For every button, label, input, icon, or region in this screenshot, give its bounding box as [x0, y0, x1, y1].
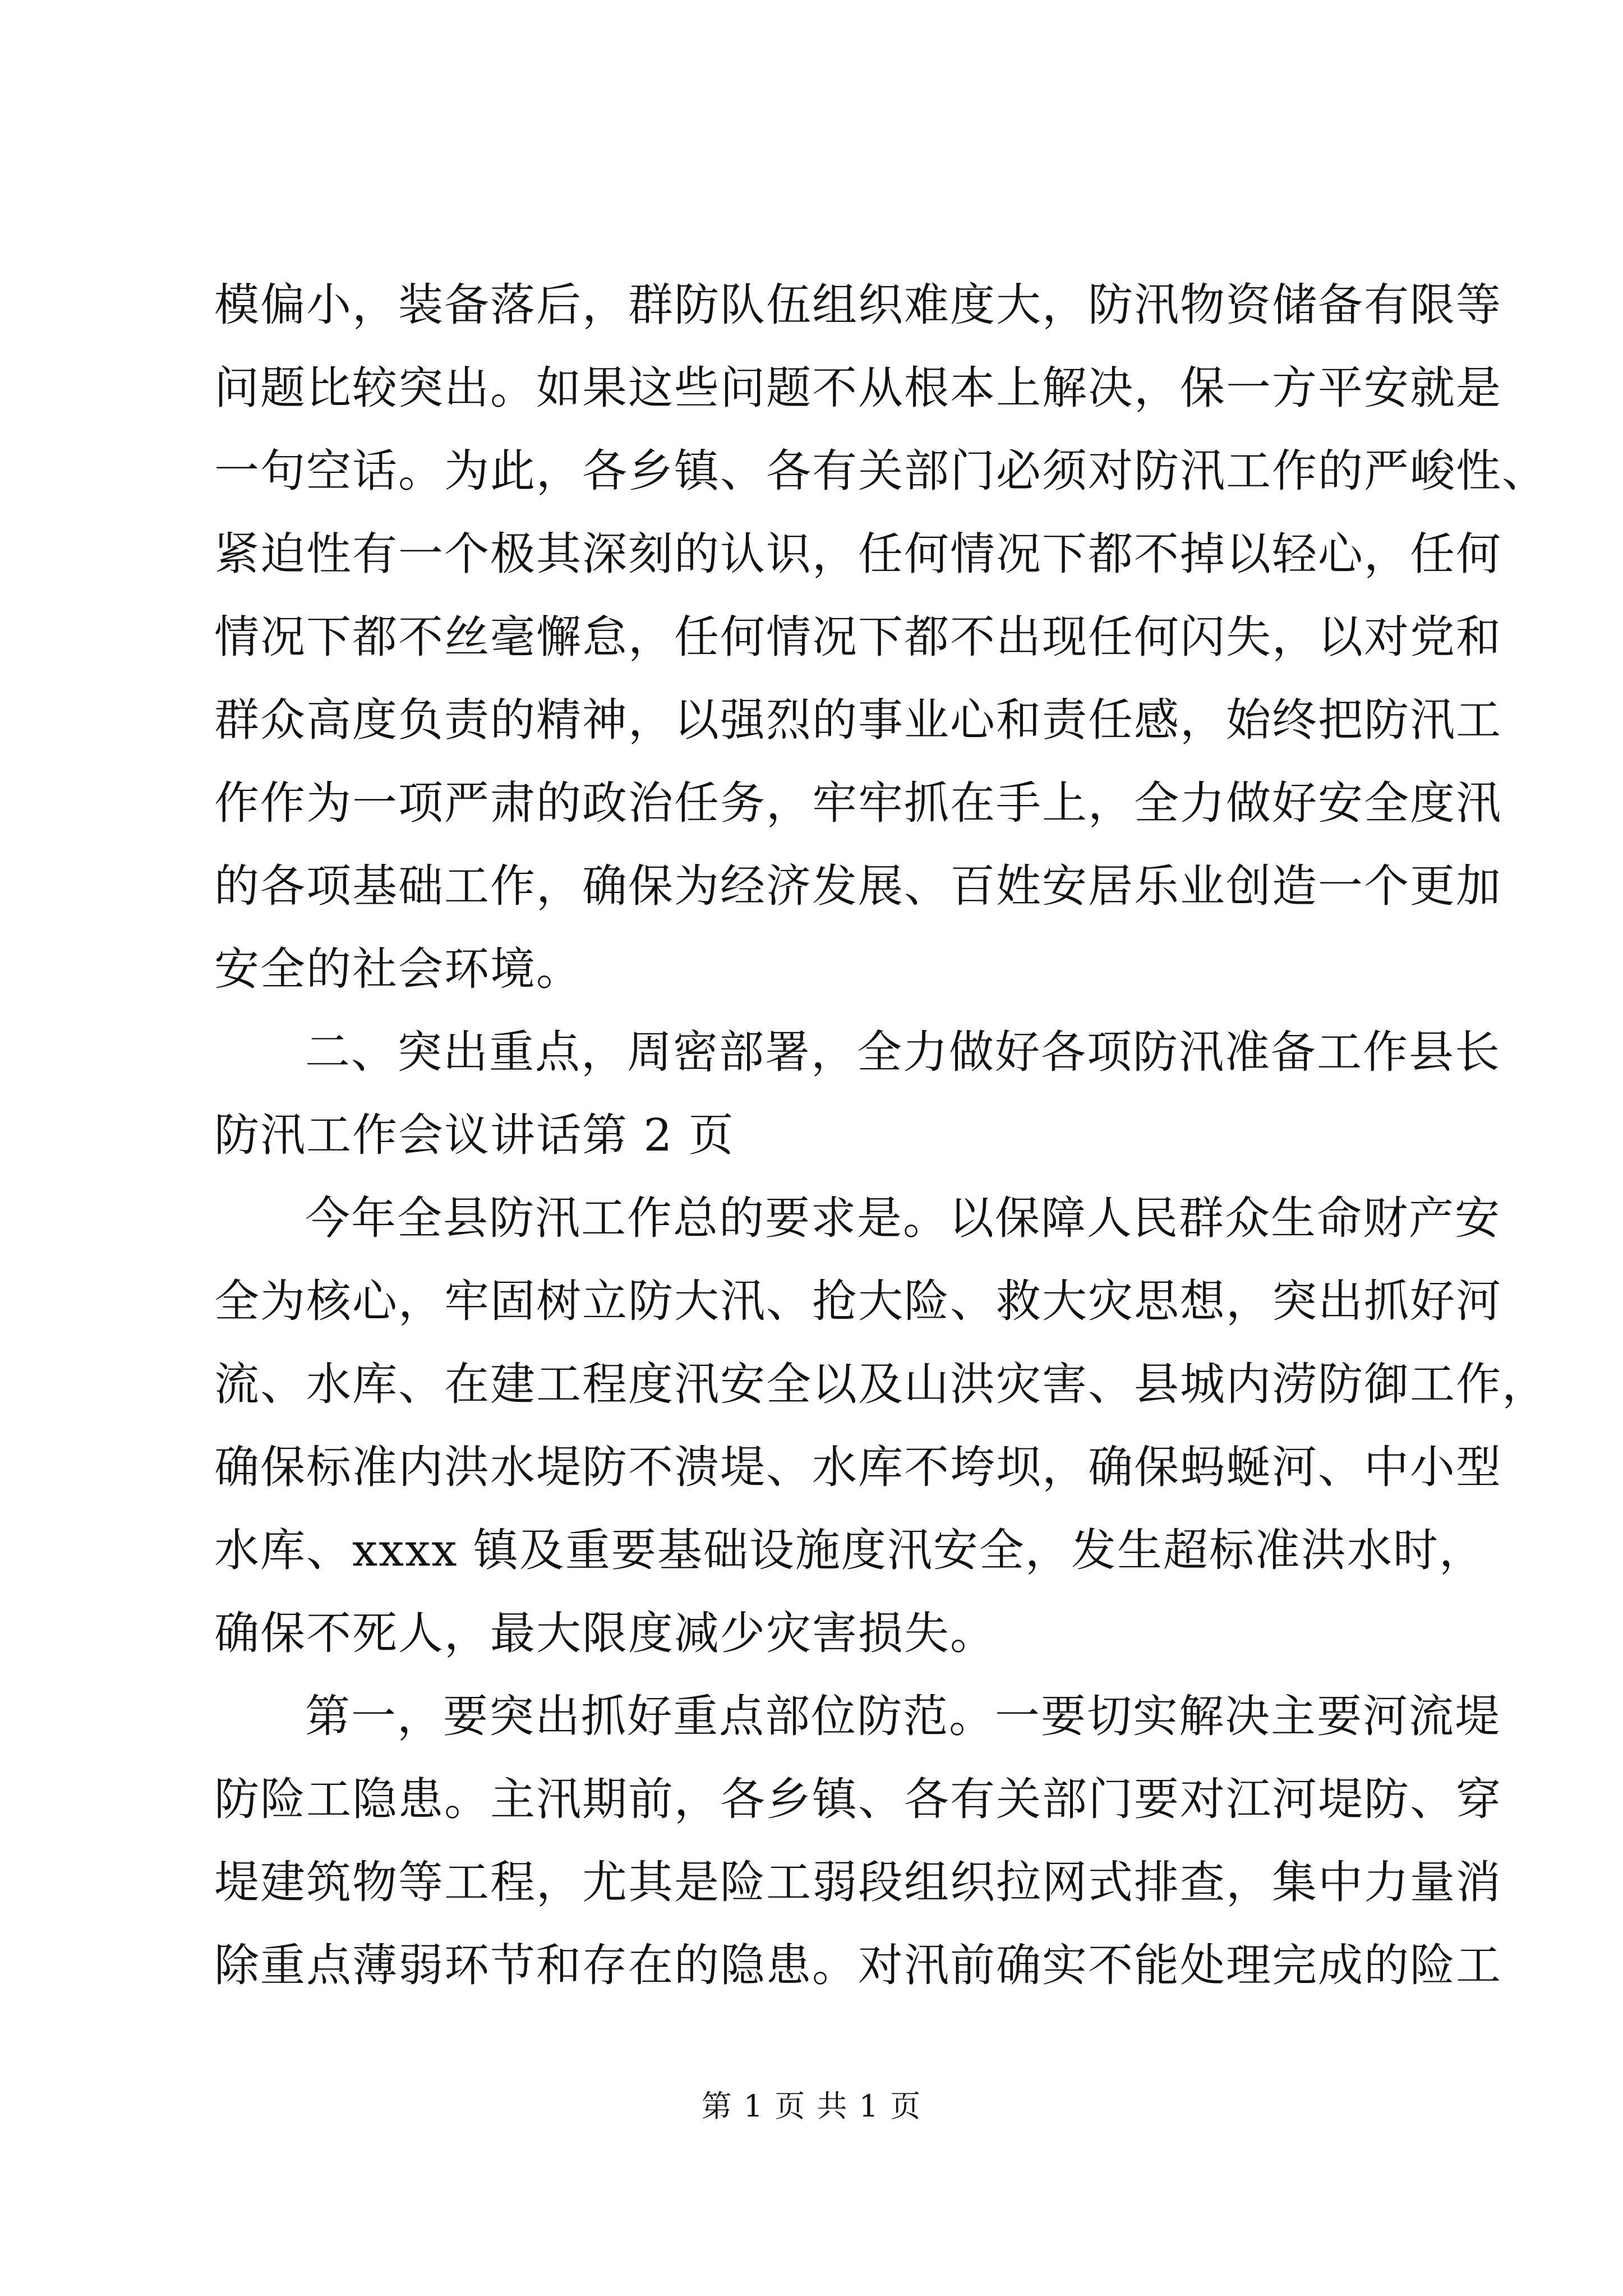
text-line: 水库、xxxx 镇及重要基础设施度汛安全，发生超标准洪水时，: [214, 1524, 1485, 1576]
text-line: 防汛工作会议讲话第 2 页: [214, 1109, 735, 1161]
text-line: 问题比较突出。如果这些问题不从根本上解决，保一方平安就是: [214, 362, 1502, 414]
text-line: 防险工隐患。主汛期前，各乡镇、各有关部门要对江河堤防、穿: [214, 1773, 1502, 1825]
text-line: 群众高度负责的精神，以强烈的事业心和责任感，始终把防汛工: [214, 694, 1502, 746]
text-line: 模偏小，装备落后，群防队伍组织难度大，防汛物资储备有限等: [214, 279, 1502, 331]
text-line: 堤建筑物等工程，尤其是险工弱段组织拉网式排查，集中力量消: [214, 1856, 1502, 1908]
text-line: 紧迫性有一个极其深刻的认识，任何情况下都不掉以轻心，任何: [214, 528, 1502, 580]
text-line: 今年全县防汛工作总的要求是。以保障人民群众生命财产安: [305, 1192, 1501, 1244]
text-line: 第一，要突出抓好重点部位防范。一要切实解决主要河流堤: [305, 1690, 1501, 1742]
page-footer: 第 1 页 共 1 页: [701, 2088, 922, 2124]
text-line: 的各项基础工作，确保为经济发展、百姓安居乐业创造一个更加: [214, 860, 1502, 912]
text-line: 一句空话。为此，各乡镇、各有关部门必须对防汛工作的严峻性、: [214, 445, 1548, 497]
text-line: 流、水库、在建工程度汛安全以及山洪灾害、县城内涝防御工作，: [214, 1358, 1548, 1410]
text-line: 二、突出重点，周密部署，全力做好各项防汛准备工作县长: [305, 1026, 1501, 1078]
text-line: 情况下都不丝毫懈怠，任何情况下都不出现任何闪失，以对党和: [214, 611, 1502, 663]
text-line: 作作为一项严肃的政治任务，牢牢抓在手上，全力做好安全度汛: [214, 777, 1502, 829]
document-body: [214, 264, 1548, 2007]
text-line: 确保不死人，最大限度减少灾害损失。: [214, 1607, 996, 1659]
text-line: 确保标准内洪水堤防不溃堤、水库不垮坝，确保蚂蜒河、中小型: [214, 1441, 1502, 1493]
text-line: 除重点薄弱环节和存在的隐患。对汛前确实不能处理完成的险工: [214, 1939, 1502, 1991]
text-line: 全为核心，牢固树立防大汛、抢大险、救大灾思想，突出抓好河: [214, 1275, 1502, 1327]
text-line: 安全的社会环境。: [214, 943, 582, 995]
